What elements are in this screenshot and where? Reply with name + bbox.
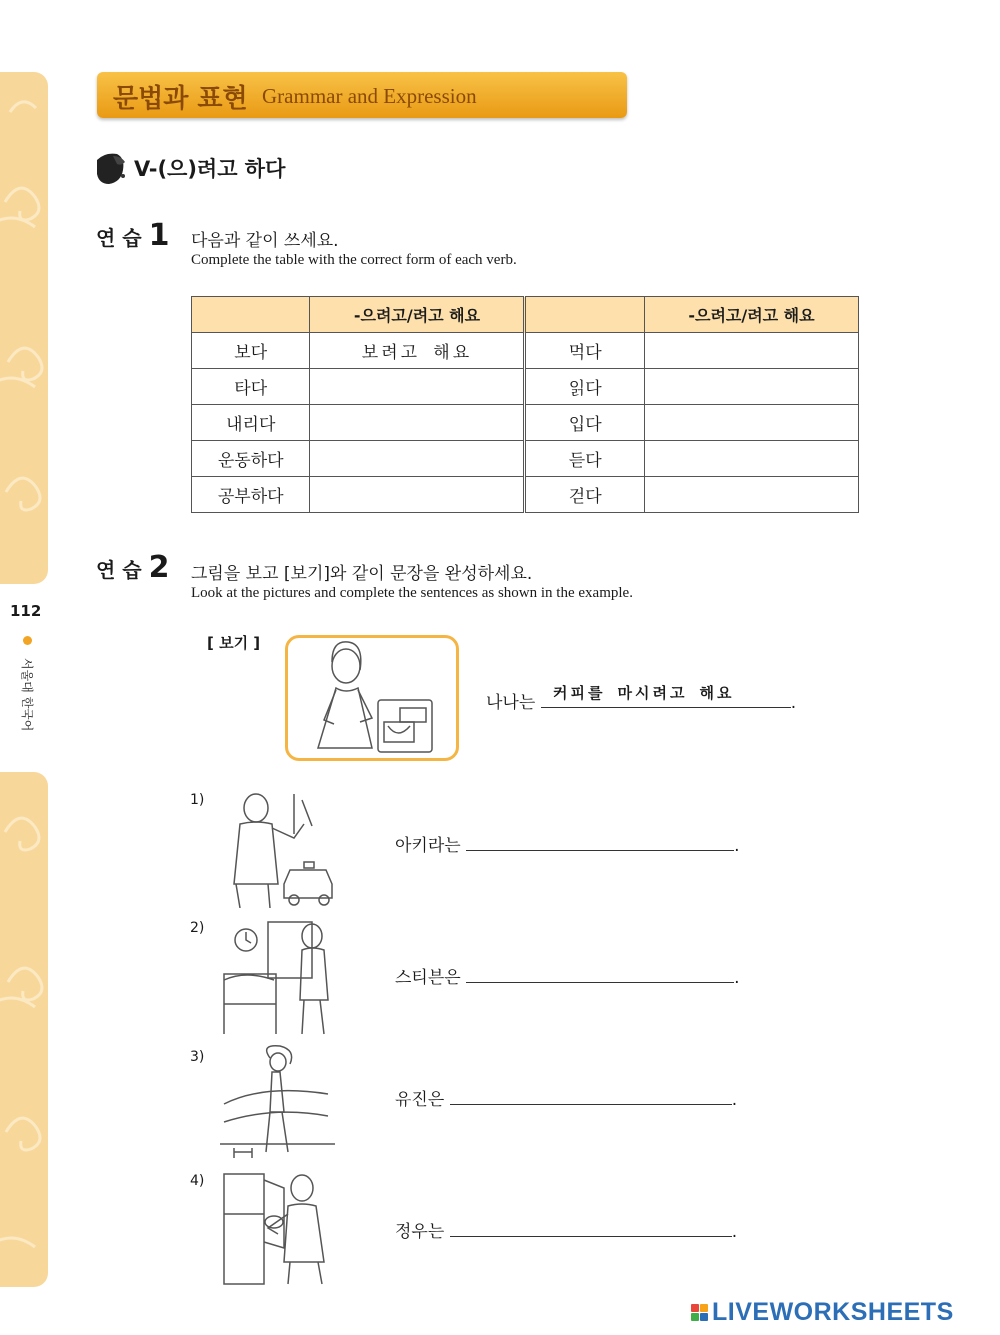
answer-blank[interactable] xyxy=(450,1218,732,1237)
example-sentence: 나나는 . xyxy=(486,688,796,713)
question-sentence: 아키라는 . xyxy=(395,831,740,856)
question-subject: 스티븐은 xyxy=(395,968,461,988)
question-subject: 유진은 xyxy=(395,1090,445,1110)
logo-letter xyxy=(691,1304,699,1312)
exercise1-instruction-en: Complete the table with the correct form of each verb. xyxy=(191,252,517,268)
exercise1-number: 1 xyxy=(148,218,170,253)
answer-blank[interactable] xyxy=(450,1086,732,1105)
man-refrigerator-illustration xyxy=(220,1170,335,1288)
table-header-form: -으려고/려고 해요 xyxy=(644,297,858,333)
exercise2-instruction-en: Look at the pictures and complete the sentences as shown in the example. xyxy=(191,585,633,601)
grammar-point-title: V-(으)려고 하다 xyxy=(134,157,286,181)
answer-cell[interactable] xyxy=(310,405,525,441)
answer-cell[interactable] xyxy=(644,441,858,477)
cloud-pattern-decoration xyxy=(0,772,48,1287)
question-number: 2) xyxy=(190,920,205,936)
example-picture xyxy=(285,635,459,761)
banner-title-ko: 문법과 표현 xyxy=(113,84,248,114)
verb-cell: 입다 xyxy=(525,405,644,441)
table-row xyxy=(192,441,859,477)
man-taxi-illustration xyxy=(220,790,335,908)
answer-cell[interactable] xyxy=(310,369,525,405)
question-sentence: 스티븐은 . xyxy=(395,963,740,988)
answer-cell[interactable] xyxy=(644,369,858,405)
verb-cell: 타다 xyxy=(192,369,310,405)
question-sentence: 정우는 . xyxy=(395,1217,737,1242)
question-subject: 정우는 xyxy=(395,1222,445,1242)
exercise2-number: 2 xyxy=(148,550,170,585)
page-dot xyxy=(23,636,32,645)
side-tab-bottom xyxy=(0,772,48,1287)
verb-cell: 걷다 xyxy=(525,477,644,513)
question-subject: 아키라는 xyxy=(395,836,461,856)
table-row xyxy=(192,405,859,441)
logo-letter xyxy=(700,1313,708,1321)
liveworksheets-logo xyxy=(691,1297,954,1327)
exercise2-instruction-ko: 그림을 보고 [보기]와 같이 문장을 완성하세요. xyxy=(191,564,533,584)
section-banner xyxy=(97,72,627,118)
logo-mark xyxy=(691,1304,708,1321)
cloud-pattern-decoration xyxy=(0,72,48,584)
answer-cell[interactable] xyxy=(310,441,525,477)
question-sentence: 유진은 . xyxy=(395,1085,737,1110)
woman-coffee-illustration xyxy=(288,638,456,758)
banner-title-en: Grammar and Expression xyxy=(262,84,477,108)
logo-text: LIVEWORKSHEETS xyxy=(712,1297,954,1326)
table-header-blank xyxy=(192,297,310,333)
answer-blank[interactable] xyxy=(466,964,734,983)
verb-cell: 내리다 xyxy=(192,405,310,441)
page-number: 112 xyxy=(10,602,42,620)
exercise2-label: 연 습 2 xyxy=(96,550,170,585)
book-title: 서울대 한국어 xyxy=(20,658,34,732)
verb-cell: 읽다 xyxy=(525,369,644,405)
answer-cell[interactable] xyxy=(644,405,858,441)
question-number: 1) xyxy=(190,792,205,808)
answer-cell[interactable] xyxy=(644,477,858,513)
verb-table xyxy=(191,296,859,513)
logo-letter xyxy=(691,1313,699,1321)
question-number: 3) xyxy=(190,1049,205,1065)
verb-cell: 보다 xyxy=(192,333,310,369)
answer-cell[interactable] xyxy=(644,333,858,369)
question-number: 4) xyxy=(190,1173,205,1189)
verb-cell: 운동하다 xyxy=(192,441,310,477)
example-label: [ 보기 ] xyxy=(207,634,261,652)
logo-letter xyxy=(700,1304,708,1312)
woman-stretching-illustration xyxy=(220,1044,335,1159)
table-row xyxy=(192,477,859,513)
verb-cell: 먹다 xyxy=(525,333,644,369)
man-bedroom-illustration xyxy=(220,918,335,1036)
side-tab-top xyxy=(0,72,48,584)
table-header-blank xyxy=(525,297,644,333)
answer-blank[interactable] xyxy=(466,832,734,851)
table-row xyxy=(192,369,859,405)
example-subject: 나나는 xyxy=(486,693,536,713)
exercise1-label: 연 습 1 xyxy=(96,218,170,253)
answer-cell[interactable] xyxy=(310,477,525,513)
example-answer: 커피를 마시려고 해요 xyxy=(553,684,735,702)
exercise1-instruction-ko: 다음과 같이 쓰세요. xyxy=(191,231,339,251)
answer-cell[interactable]: 보려고 해요 xyxy=(310,333,525,369)
table-header-form: -으려고/려고 해요 xyxy=(310,297,525,333)
brush-icon xyxy=(95,150,129,186)
verb-cell: 듣다 xyxy=(525,441,644,477)
table-row xyxy=(192,333,859,369)
verb-cell: 공부하다 xyxy=(192,477,310,513)
